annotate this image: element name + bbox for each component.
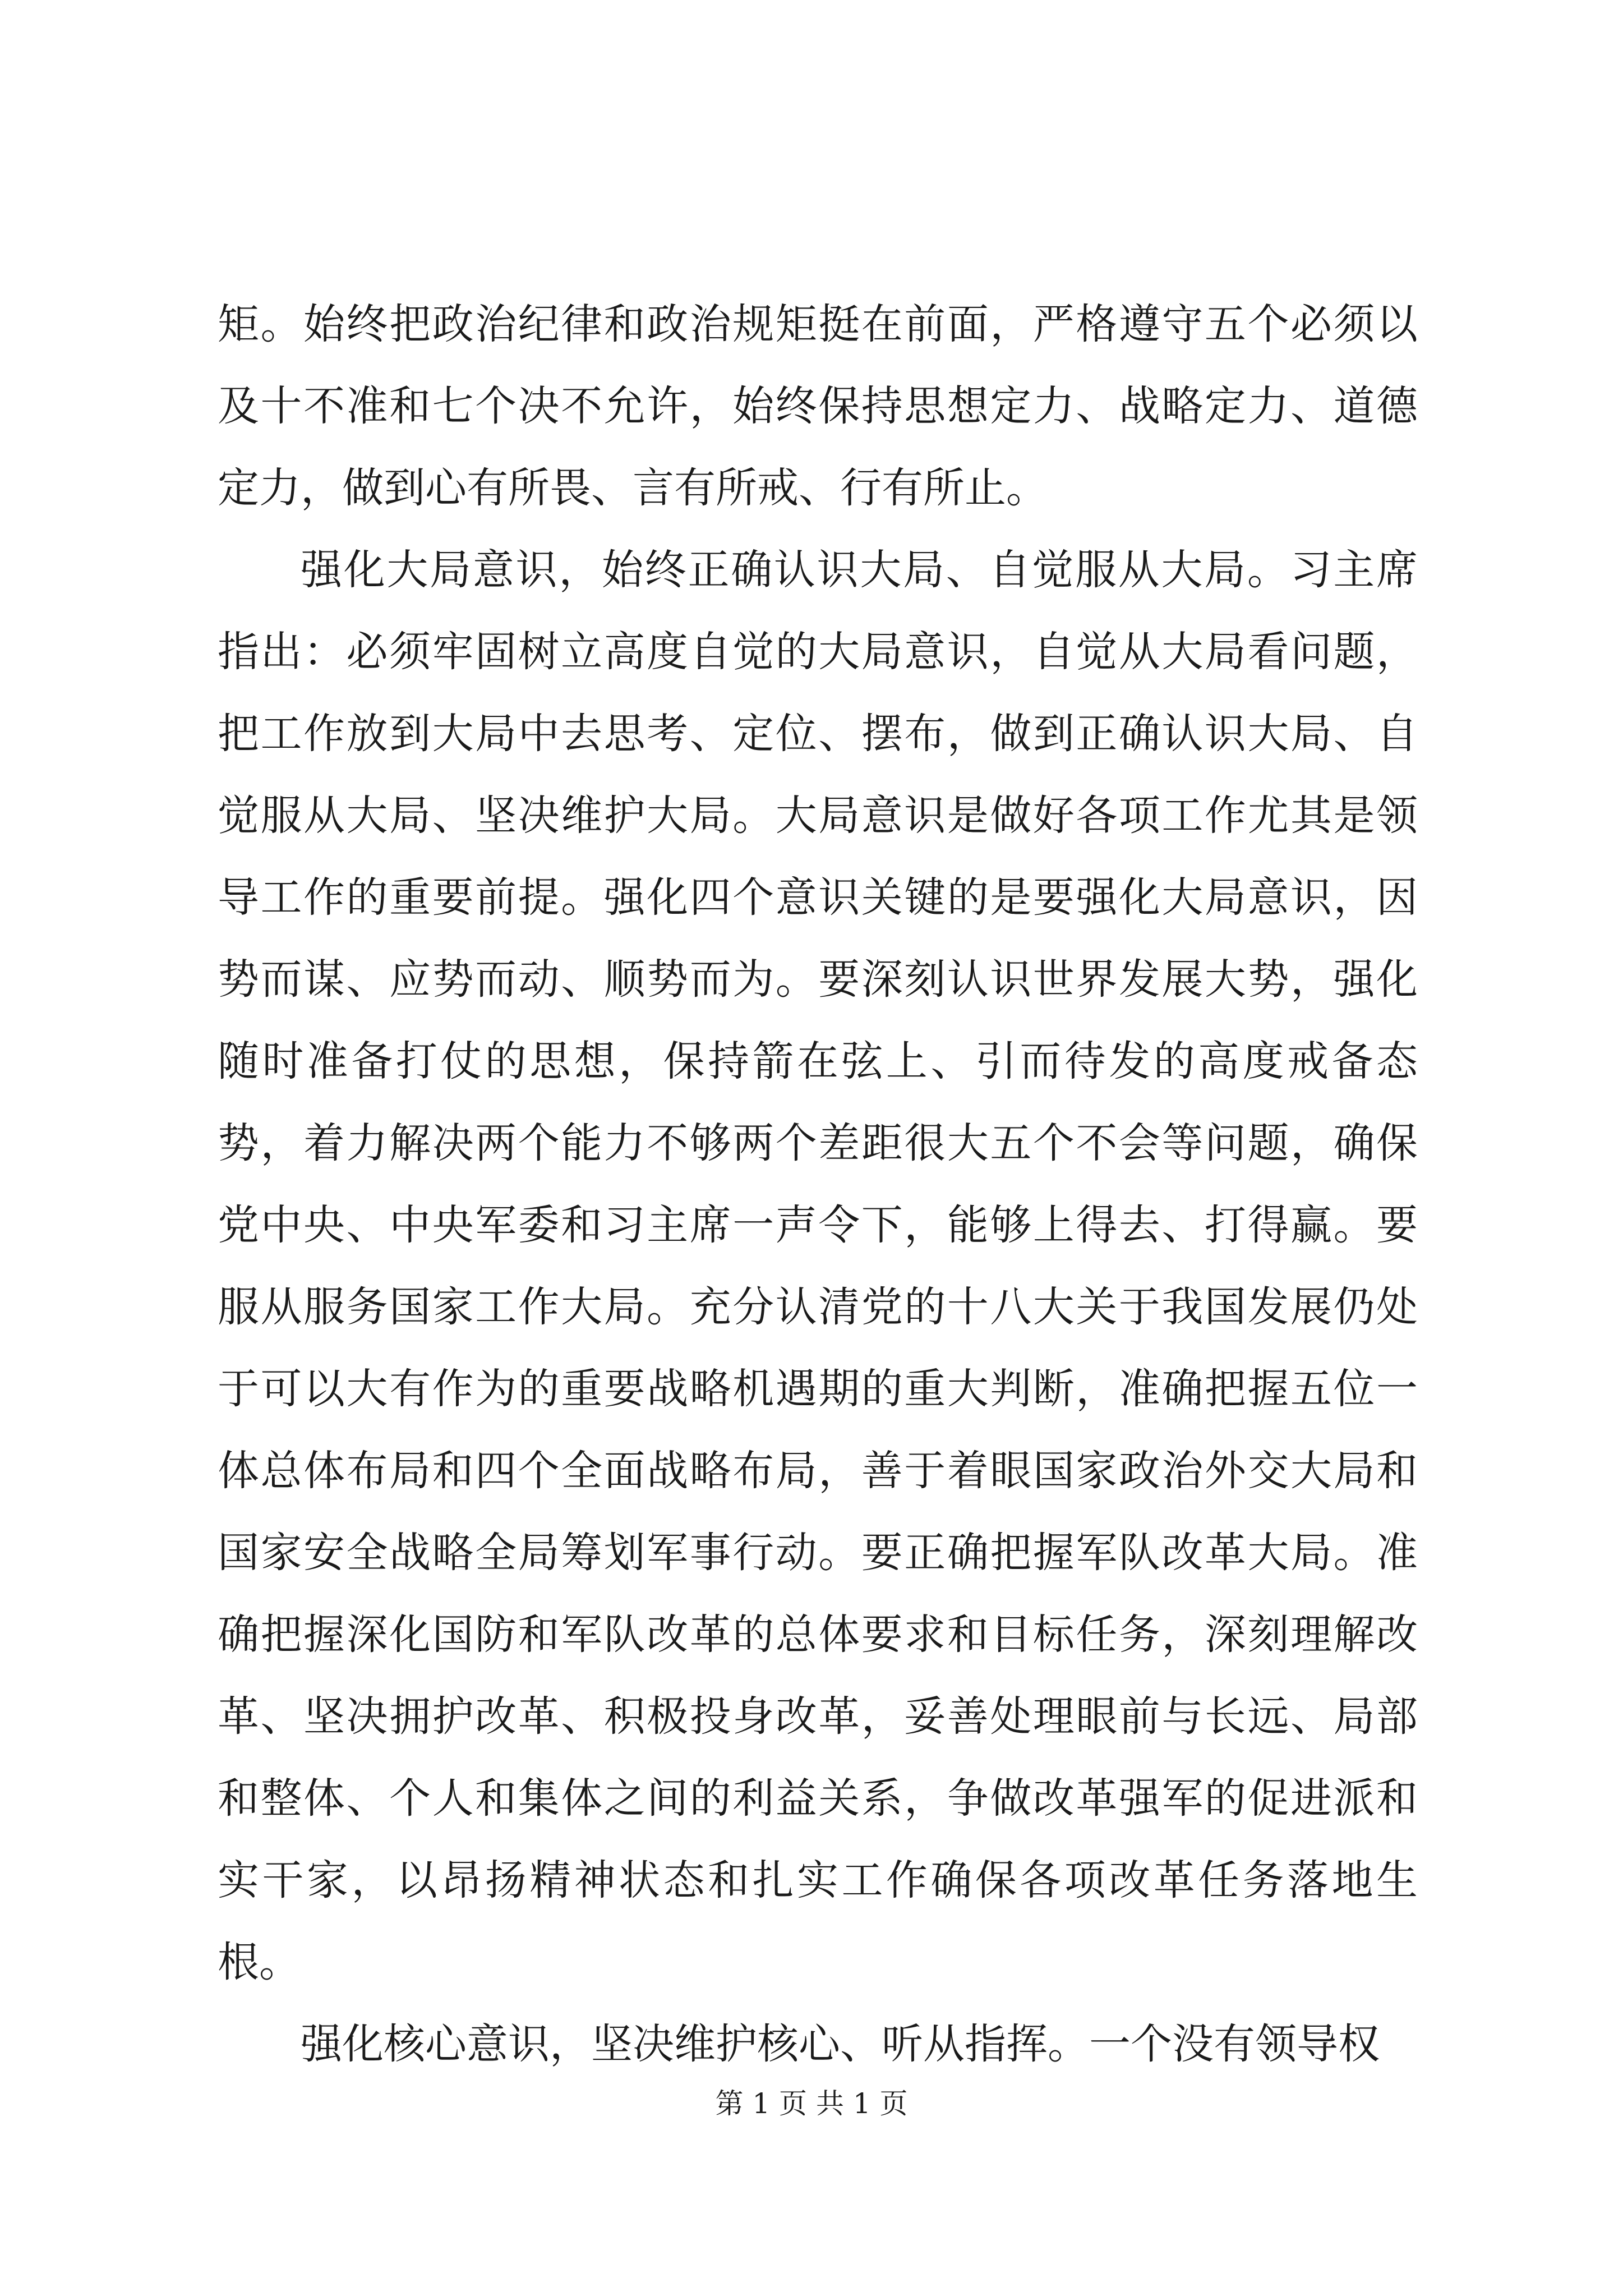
paragraph-continuation: 矩。始终把政治纪律和政治规矩挺在前面，严格遵守五个必须以及十不准和七个决不允许，始终保持思想定力、战略定力、道德定力，做到心有所畏、言有所戒、行有所止。 [218,300,1418,512]
page-footer [0,2087,1623,2120]
document-body [218,283,1418,2085]
paragraph-core-awareness: 强化核心意识，坚决维护核心、听从指挥。一个没有领导权 [301,2020,1380,2068]
page-number-label: 第 1 页 共 1 页 [715,2087,908,2120]
paragraph-big-picture-awareness: 强化大局意识，始终正确认识大局、自觉服从大局。习主席指出：必须牢固树立高度自觉的大局意识，自觉从大局看问题，把工作放到大局中去思考、定位、摆布，做到正确认识大局、自觉服从大局、坚决维护大局。大局意识是做好各项工作尤其是领导工作的重要前提。强化四个意识关键的是要强化大局意识，因势而谋、应势而动、顺势而为。要深刻认识世界发展大势，强化随时准备打仗的思想，保持箭在弦上、引而待发的高度戒备态势，着力解决两个能力不够两个差距很大五个不会等问题，确保党中央、中央军委和习主席一声令下，能够上得去、打得赢。要服从服务国家工作大局。充分认清党的十八大关于我国发展仍处于可以大有作为的重要战略机遇期的重大判断，准确把握五位一体总体布局和四个全面战略布局，善于着眼国家政治外交大局和国家安全战略全局筹划军事行动。要正确把握军队改革大局。准确把握深化国防和军队改革的总体要求和目标任务，深刻理解改革、坚决拥护改革、积极投身改革，妥善处理眼前与长远、局部和整体、个人和集体之间的利益关系，争做改革强军的促进派和实干家，以昂扬精神状态和扎实工作确保各项改革任务落地生根。 [218,546,1418,1986]
